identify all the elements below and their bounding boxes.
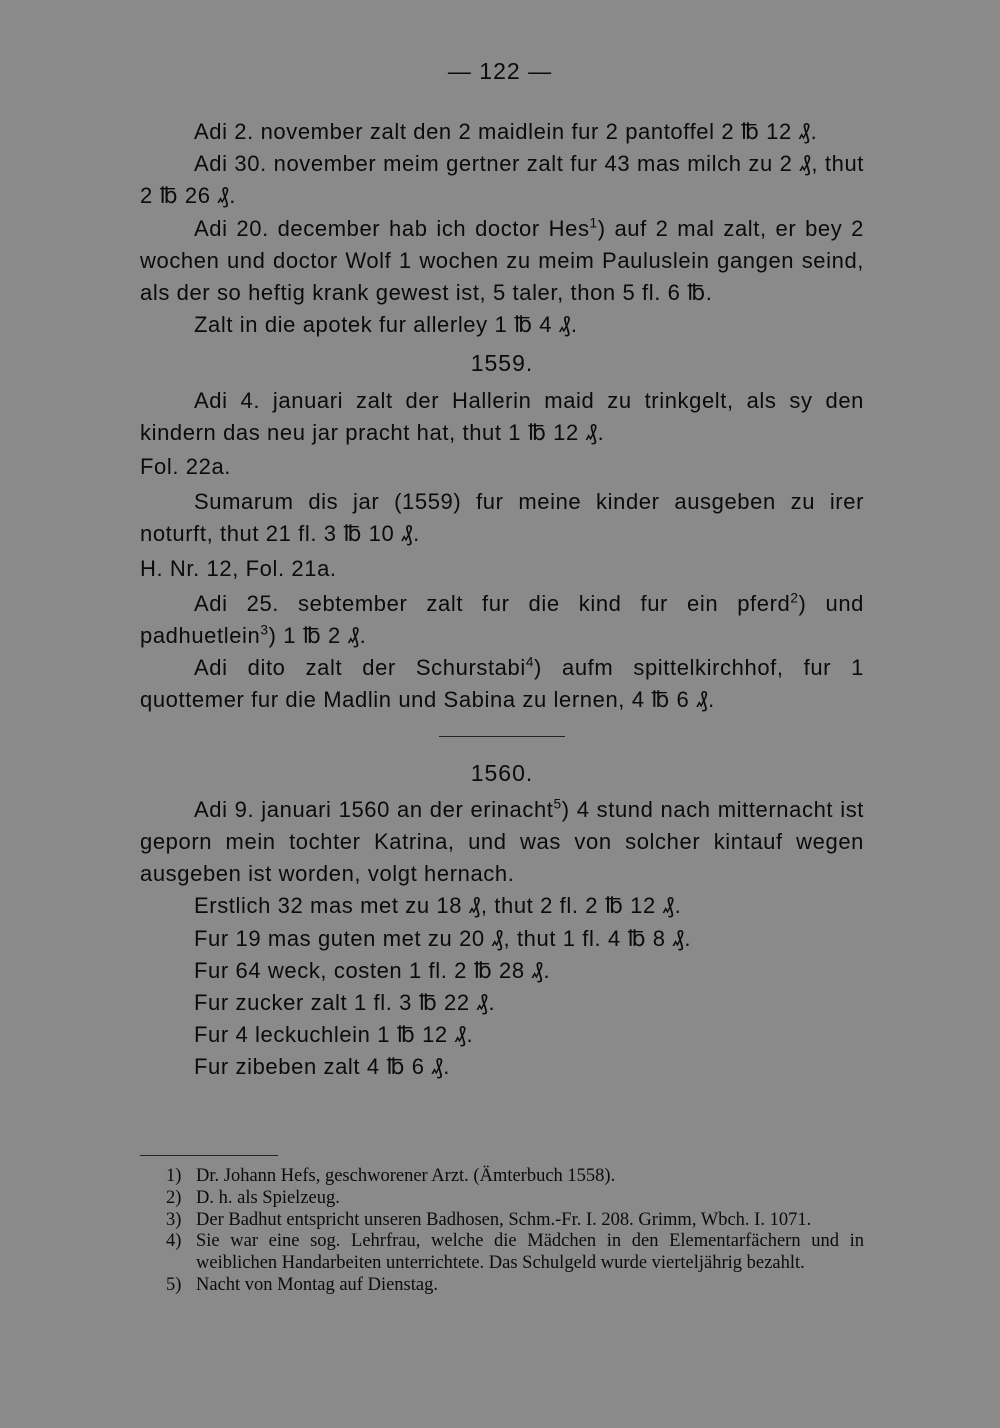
footnote: 1) Dr. Johann Hefs, geschworener Arzt. (Ämterbuch 1558).: [166, 1166, 616, 1186]
footnotes: [166, 1166, 864, 1297]
expense-item: Fur 64 weck, costen 1 fl. 2 ℔ 28 ₰.: [194, 957, 551, 983]
expense-item: Fur 4 leckuchlein 1 ℔ 12 ₰.: [194, 1022, 474, 1048]
footnote-mark: 3): [166, 1209, 182, 1230]
footnote-mark: 5): [166, 1274, 182, 1295]
expense-item: Fur 19 mas guten met zu 20 ₰, thut 1 fl. 4 ℔ 8 ₰.: [194, 925, 692, 951]
entry-paragraph: Adi 4. januari zalt der Hallerin maid zu trinkgelt, als sy den kindern das neu jar pracht hat, thut 1 ℔ 12 ₰.: [140, 387, 864, 445]
entry-paragraph: Sumarum dis jar (1559) fur meine kinder ausgeben zu irer noturft, thut 21 fl. 3 ℔ 10 ₰.: [140, 489, 864, 547]
expense-item: Fur zucker zalt 1 fl. 3 ℔ 22 ₰.: [194, 990, 496, 1016]
entry-paragraph: Adi 9. januari 1560 an der erinacht$^5$) 4 stund nach mitternacht ist geporn mein tochter Katrina, und was von solcher kintauf wegen ausgeben ist worden, volgt hernach.: [140, 796, 865, 887]
footnote-ref[interactable]: 5: [553, 796, 562, 812]
footnote-ref[interactable]: 1: [589, 215, 598, 231]
footnote: 5) Nacht von Montag auf Dienstag.: [166, 1274, 438, 1295]
footnote: 4) Sie war eine sog. Lehrfrau, welche die Mädchen in den Elementarfächern und in weiblichen Handarbeiten unterrichtete. Das Schulgeld wurde vierteljährig bezahlt.: [166, 1231, 864, 1274]
footnote-ref[interactable]: 3: [260, 622, 269, 638]
footnote-ref[interactable]: 4: [525, 654, 535, 670]
main-text: [140, 116, 864, 1084]
expense-item: Fur zibeben zalt 4 ℔ 6 ₰.: [194, 1054, 451, 1080]
year-heading: 1559.: [470, 350, 534, 377]
entry-paragraph: Adi 2. november zalt den 2 maidlein fur 2 pantoffel 2 ℔ 12 ₰.: [194, 119, 818, 144]
footnote-mark: 2): [166, 1187, 182, 1208]
footnote-mark: 1): [166, 1166, 182, 1186]
entry-paragraph: Adi 20. december hab ich doctor Hes$^1$) auf 2 mal zalt, er bey 2 wochen und doctor Wolf 1 wochen zu meim Pauluslein gangen seind, als der so heftig krank gewest ist, 5 taler, thon 5 fl. 6 ℔.: [140, 215, 864, 306]
expense-item: Erstlich 32 mas met zu 18 ₰, thut 2 fl. 2 ℔ 12 ₰.: [194, 893, 682, 919]
footnote: 3) Der Badhut entspricht unseren Badhosen, Schm.-Fr. I. 208. Grimm, Wbch. I. 1071.: [166, 1209, 812, 1230]
source-reference: H. Nr. 12, Fol. 21a.: [140, 555, 337, 581]
footnote-divider: [140, 1155, 278, 1156]
page-number: — 122 —: [447, 58, 553, 84]
year-heading: 1560.: [470, 759, 534, 786]
section-divider: [439, 736, 565, 737]
entry-paragraph: Adi dito zalt der Schurstabi$^4$) aufm spittelkirchhof, fur 1 quottemer fur die Madlin und Sabina zu lernen, 4 ℔ 6 ₰.: [140, 654, 864, 713]
footnote-mark: 4): [166, 1231, 182, 1252]
entry-paragraph: Zalt in die apotek fur allerley 1 ℔ 4 ₰.: [194, 312, 578, 338]
entry-paragraph: Adi 30. november meim gertner zalt fur 43 mas milch zu 2 ₰, thut 2 ℔ 26 ₰.: [140, 151, 864, 209]
footnote: 2) D. h. als Spielzeug.: [166, 1187, 340, 1208]
folio-reference: Fol. 22a.: [140, 454, 232, 480]
footnote-ref[interactable]: 2: [790, 590, 799, 606]
entry-paragraph: Adi 25. sebtember zalt fur die kind fur ein pferd$^2$) und padhuetlein$^3$) 1 ℔ 2 ₰.: [140, 590, 864, 649]
